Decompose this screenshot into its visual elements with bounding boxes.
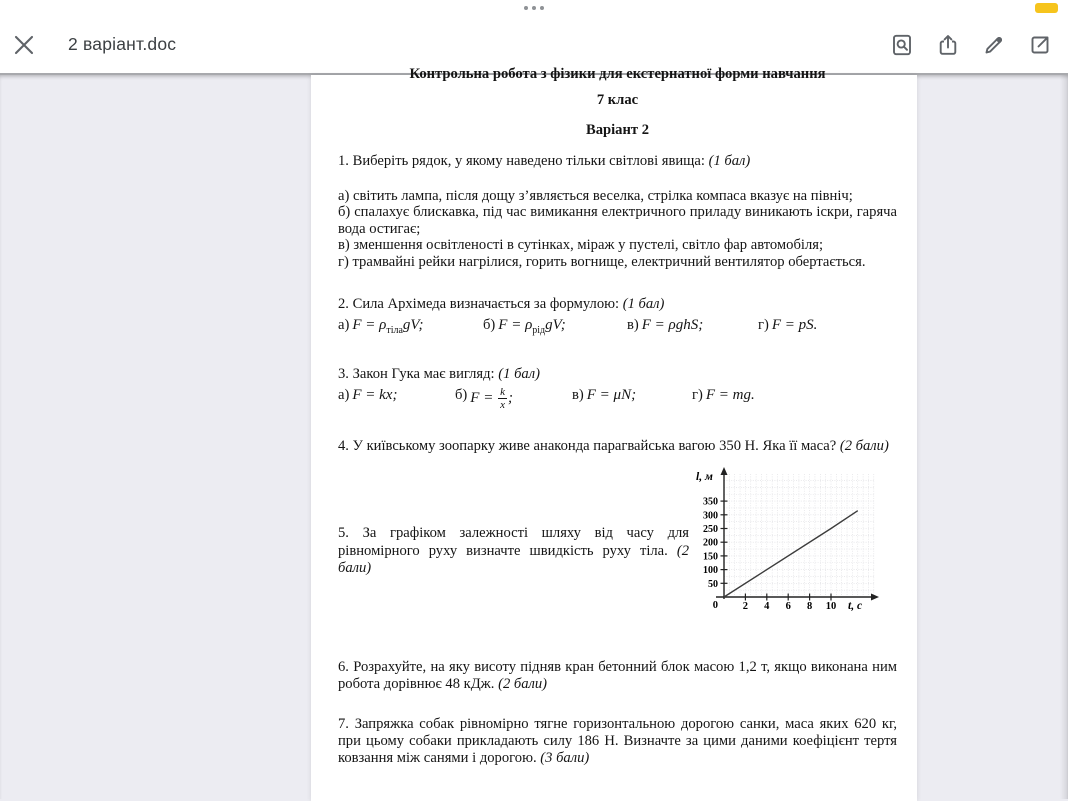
- svg-text:150: 150: [703, 551, 718, 563]
- find-in-document-icon[interactable]: [890, 33, 914, 57]
- svg-text:10: 10: [825, 601, 837, 613]
- question-4-points: (2 бали): [839, 438, 889, 455]
- drag-handle-icon[interactable]: [524, 6, 544, 10]
- doc-header-line1: Контрольна робота з фізики для екстернатної форми навчання: [409, 66, 826, 82]
- question-5-row: [338, 467, 897, 615]
- pencil-icon[interactable]: [982, 33, 1006, 57]
- svg-text:250: 250: [703, 524, 718, 536]
- question-3-points: (1 бал): [498, 366, 540, 383]
- question-2-options: [338, 317, 897, 337]
- doc-header-variant: Варіант 2: [585, 122, 650, 138]
- toolbar-icons: [890, 33, 1052, 57]
- question-3: 3. Закон Гука має вигляд: (1 бал): [338, 366, 540, 383]
- question-3-options: [338, 387, 897, 410]
- svg-text:t, c: t, c: [848, 600, 863, 613]
- svg-text:2: 2: [742, 601, 749, 613]
- question-6-points: (2 бали): [498, 676, 548, 693]
- q2-option-a: а) $F = \rho_{тіла}gV$;: [338, 317, 424, 337]
- doc-header-grade: 7 клас: [596, 92, 639, 108]
- question-5-points: (2 бали): [338, 542, 689, 577]
- question-7: 7. Запряжка собак рівномірно тягне горизонтальною дорогою санки, маса яких 620 кг, при цьому собаки прикладають силу 186 Н. Визначте за цими даними коефіцієнт тертя ковзання між санями і дорогою. (3 бали): [338, 716, 897, 767]
- q2-option-b: б) $F = \rho_{рід}gV$;: [483, 317, 566, 337]
- distance-time-chart: [691, 467, 887, 615]
- question-6: 6. Розрахуйте, на яку висоту підняв кран бетонний блок масою 1,2 т, якщо виконана ним робота дорівнює 48 кДж. (2 бали): [338, 659, 897, 693]
- right-edge-shade: [1060, 75, 1068, 799]
- titlebar: [0, 0, 1068, 73]
- document-title: 2 варіант.doc: [68, 34, 177, 54]
- q3-option-v: в) F = μN;: [572, 387, 637, 404]
- share-icon[interactable]: [936, 33, 960, 57]
- q3-option-g: г) F = mg.: [692, 387, 755, 404]
- svg-text:300: 300: [703, 510, 718, 522]
- svg-text:200: 200: [703, 537, 718, 549]
- document-body: [311, 66, 917, 767]
- svg-text:100: 100: [703, 565, 718, 577]
- question-4: 4. У київському зоопарку живе анаконда парагвайська вагою 350 Н. Яка її маса? (2 бали): [338, 438, 889, 455]
- svg-text:0: 0: [712, 600, 718, 612]
- document-page: [311, 66, 917, 801]
- question-1-points: (1 бал): [708, 153, 751, 169]
- open-in-new-icon[interactable]: [1028, 33, 1052, 57]
- option-g: г) трамвайні рейки нагрілися, горить вогнище, електричний вентилятор обертається.: [338, 253, 866, 270]
- q3-option-b: б) F = $\frac{k}{x}$ ;: [455, 386, 513, 412]
- svg-text:50: 50: [708, 578, 718, 590]
- svg-text:350: 350: [703, 496, 718, 508]
- close-icon[interactable]: [12, 33, 36, 57]
- question-2: 2. Сила Архімеда визначається за формулою: (1 бал): [338, 296, 665, 313]
- svg-text:6: 6: [785, 601, 791, 613]
- question-2-points: (1 бал): [622, 296, 665, 313]
- question-1-options: [338, 188, 897, 270]
- option-b: б) спалахує блискавка, під час вимикання електричного приладу виникають іскри, гаряча вода остигає;: [338, 204, 897, 237]
- q3-option-a: а) F = kx;: [338, 387, 398, 404]
- question-7-points: (3 бали): [540, 750, 590, 767]
- svg-text:8: 8: [806, 601, 813, 613]
- svg-text:l, м: l, м: [696, 471, 713, 484]
- question-5: 5. За графіком залежності шляху від часу для рівномірного руху визначте швидкість руху тіла. (2 бали): [338, 525, 689, 577]
- option-v: в) зменшення освітленості в сутінках, міраж у пустелі, світло фар автомобіля;: [338, 237, 823, 254]
- status-indicator-pill: [1035, 3, 1058, 13]
- question-1: 1. Виберіть рядок, у якому наведено тільки світлові явища: (1 бал): [338, 153, 751, 169]
- svg-text:4: 4: [764, 601, 770, 613]
- option-a: а) світить лампа, після дощу з’являється веселка, стрілка компаса вказує на північ;: [338, 188, 853, 204]
- q2-option-v: в) F = ρghS;: [627, 317, 704, 334]
- q2-option-g: г) F = pS.: [758, 317, 818, 334]
- preview-area[interactable]: [0, 66, 1068, 799]
